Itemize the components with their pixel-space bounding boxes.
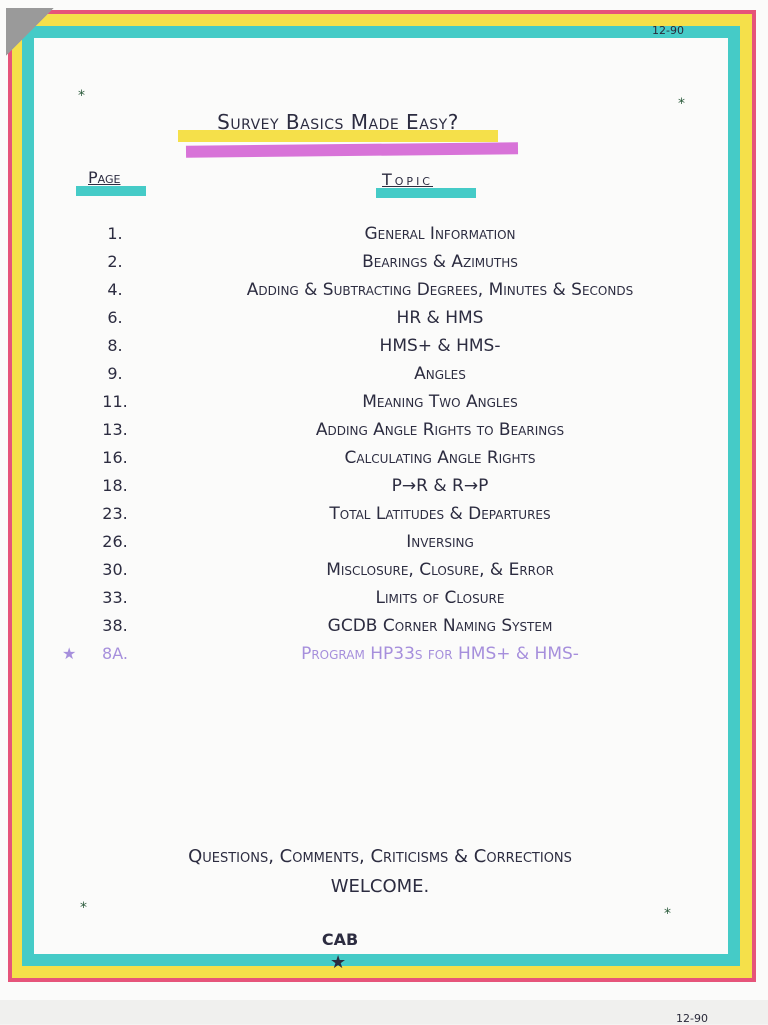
topic-title: Limits of Closure — [375, 588, 505, 608]
footer-line-1: Questions, Comments, Criticisms & Corrections — [188, 846, 572, 867]
topic-title: Calculating Angle Rights — [344, 448, 536, 468]
document-date: 12-90 — [652, 24, 684, 37]
page-title: Survey Basics Made Easy? — [217, 110, 459, 134]
page-number: 9. — [107, 364, 123, 383]
list-item — [0, 364, 768, 392]
page-number: 30. — [102, 560, 128, 579]
star-icon: * — [80, 900, 87, 916]
list-item — [0, 280, 768, 308]
page-column-header: Page — [88, 168, 121, 187]
page-number: 8. — [107, 336, 123, 355]
page-number: 1. — [107, 224, 123, 243]
page-number: 4. — [107, 280, 123, 299]
star-icon: ★ — [330, 952, 347, 973]
list-item — [0, 616, 768, 644]
list-item — [0, 476, 768, 504]
list-item — [0, 224, 768, 252]
star-icon: * — [678, 96, 685, 112]
page-number: 2. — [107, 252, 123, 271]
topic-title: P→R & R→P — [391, 476, 489, 496]
topic-title: HR & HMS — [396, 308, 484, 328]
page-number: 26. — [102, 532, 128, 551]
title-highlight-pink — [186, 142, 518, 157]
author-initials: CAB — [312, 930, 368, 949]
topic-title: Total Latitudes & Departures — [329, 504, 551, 524]
list-item — [0, 588, 768, 616]
star-icon: ★ — [62, 644, 77, 663]
topic-title: Angles — [414, 364, 466, 384]
topic-header-highlight — [376, 188, 476, 198]
footer-note — [60, 842, 700, 902]
topic-title: Meaning Two Angles — [362, 392, 518, 412]
star-icon: * — [664, 906, 671, 922]
title-block — [178, 104, 518, 160]
list-item — [0, 504, 768, 532]
page-number: 16. — [102, 448, 128, 467]
list-item — [0, 448, 768, 476]
topic-title: Misclosure, Closure, & Error — [326, 560, 554, 580]
page-number: 13. — [102, 420, 128, 439]
page-number: 6. — [107, 308, 123, 327]
topic-title: Adding Angle Rights to Bearings — [315, 420, 565, 440]
page-number: 18. — [102, 476, 128, 495]
topic-title: Adding & Subtracting Degrees, Minutes & Seconds — [246, 280, 634, 300]
footer-line-2: WELCOME. — [330, 876, 430, 897]
list-item — [0, 308, 768, 336]
star-icon: * — [78, 88, 85, 104]
list-item — [0, 420, 768, 448]
topic-column-header: Topic — [382, 170, 433, 189]
topic-title: General Information — [364, 224, 516, 244]
next-page-date: 12-90 — [676, 1012, 708, 1025]
next-page-edge — [0, 1000, 768, 1024]
topic-title: Inversing — [406, 532, 474, 552]
list-item — [0, 392, 768, 420]
page-number: 38. — [102, 616, 128, 635]
list-item — [0, 532, 768, 560]
list-item — [0, 560, 768, 588]
topic-title: Program HP33s for HMS+ & HMS- — [301, 644, 579, 664]
page-number: 11. — [102, 392, 128, 411]
list-item — [0, 644, 768, 672]
list-item — [0, 252, 768, 280]
page-number: 33. — [102, 588, 128, 607]
list-item — [0, 336, 768, 364]
folded-corner — [6, 8, 54, 56]
page-header-highlight — [76, 186, 146, 196]
topic-title: Bearings & Azimuths — [362, 252, 518, 272]
page-number: 8A. — [102, 644, 128, 663]
page-number: 23. — [102, 504, 128, 523]
topic-title: GCDB Corner Naming System — [327, 616, 553, 636]
topic-title: HMS+ & HMS- — [379, 336, 501, 356]
